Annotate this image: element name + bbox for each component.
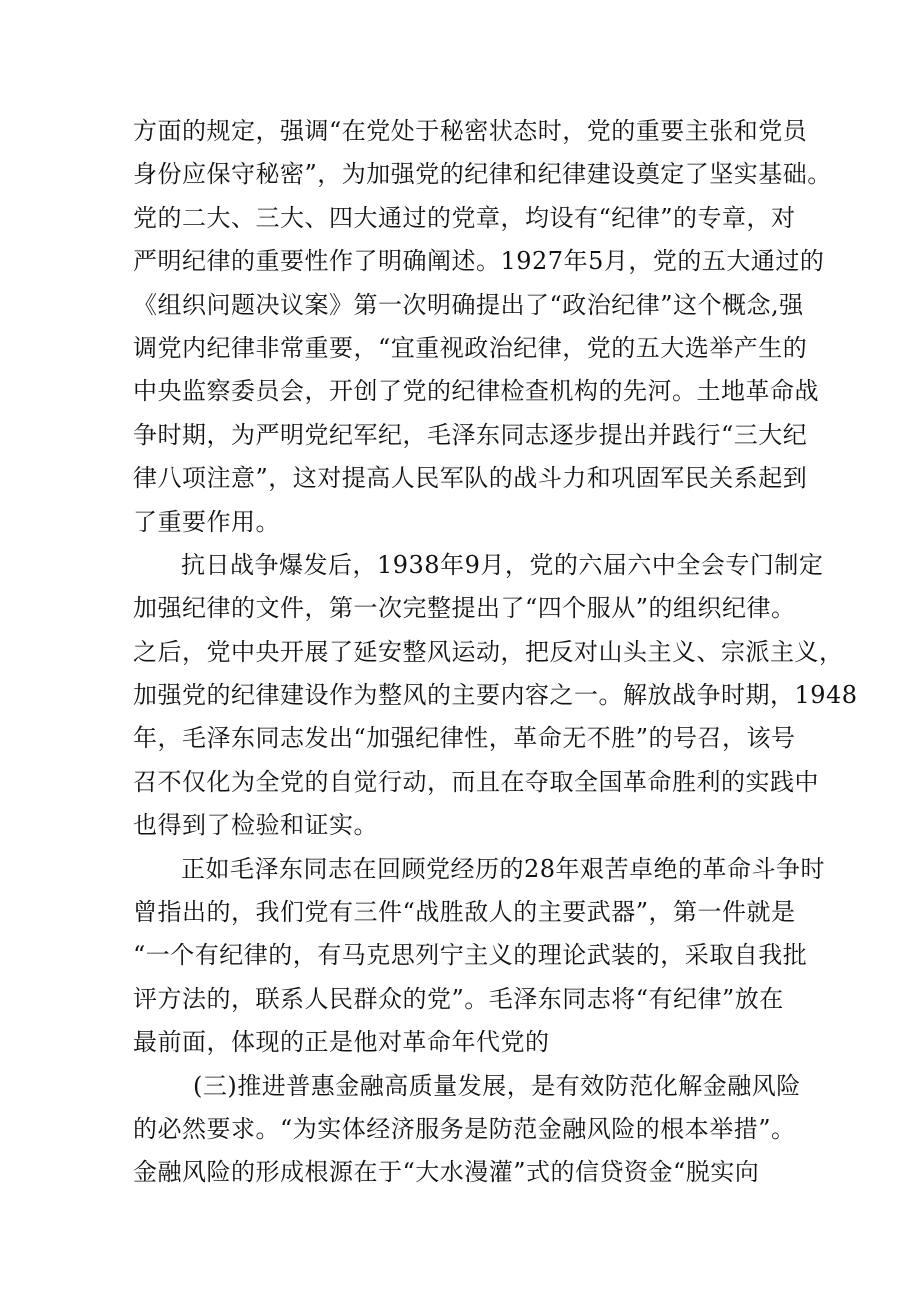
- text-line: 金融风险的形成根源在于“大水漫灌”式的信贷资金“脱实向: [133, 1158, 760, 1187]
- text-line: 争时期，为严明党纪军纪，毛泽东同志逐步提出并践行“三大纪: [133, 420, 808, 449]
- text-line: 评方法的，联系人民群众的党”。毛泽东同志将“有纪律”放在: [133, 984, 784, 1013]
- document-body: [133, 110, 858, 1195]
- text-line: 方面的规定，强调“在党处于秘密状态时，党的重要主张和党员: [133, 117, 808, 145]
- text-line: (三)推进普惠金融高质量发展，是有效防范化解金融风险: [193, 1071, 801, 1100]
- text-line: 中央监察委员会，开创了党的纪律检查机构的先河。土地革命战: [133, 377, 819, 406]
- text-line: 调党内纪律非常重要，“宜重视政治纪律，党的五大选举产生的: [133, 333, 808, 362]
- text-line: 之后，党中央开展了延安整风运动，把反对山头主义、宗派主义，: [133, 637, 844, 666]
- text-line: 曾指出的，我们党有三件“战胜敌人的主要武器”，第一件就是: [133, 898, 796, 927]
- text-line: 正如毛泽东同志在回顾党经历的28年艰苦卓绝的革命斗争时: [181, 854, 826, 883]
- text-line: 党的二大、三大、四大通过的党章，均设有“纪律”的专章，对: [133, 203, 796, 232]
- text-line: 严明纪律的重要性作了明确阐述。1927年5月，党的五大通过的: [133, 247, 825, 276]
- text-line: 了重要作用。: [133, 507, 280, 536]
- text-line: 的必然要求。“为实体经济服务是防范金融风险的根本举措”。: [133, 1114, 796, 1143]
- text-line: 加强纪律的文件，第一次完整提出了“四个服从”的组织纪律。: [133, 594, 796, 623]
- text-line: 律八项注意”，这对提高人民军队的战斗力和巩固军民关系起到: [133, 464, 808, 493]
- text-line: “一个有纪律的，有马克思列宁主义的理论武装的，采取自我批: [133, 941, 808, 970]
- text-line: 年，毛泽东同志发出“加强纪律性，革命无不胜”的号召，该号: [133, 724, 796, 753]
- text-line: 身份应保守秘密”，为加强党的纪律和纪律建设奠定了坚实基础。: [133, 160, 832, 189]
- text-line: 也得到了检验和证实。: [133, 811, 378, 840]
- text-line: 最前面，体现的正是他对革命年代党的: [133, 1028, 550, 1057]
- text-line: 加强党的纪律建设作为整风的主要内容之一。解放战争时期，1948: [133, 681, 858, 710]
- text-line: 抗日战争爆发后，1938年9月，党的六届六中全会专门制定: [181, 550, 824, 579]
- text-line: 召不仅化为全党的自觉行动，而且在夺取全国革命胜利的实践中: [133, 767, 819, 796]
- text-line: 《组织问题决议案》第一次明确提出了“政治纪律”这个概念,强: [133, 290, 804, 319]
